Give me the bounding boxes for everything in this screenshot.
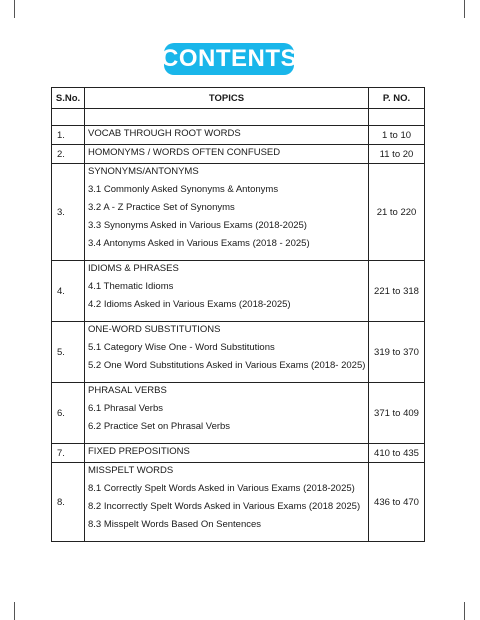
crop-mark [14,602,15,620]
topic-heading: HOMONYMS / WORDS OFTEN CONFUSED [88,147,281,158]
row-pages: 410 to 435 [369,444,425,463]
crop-mark [464,602,465,620]
row-topics [85,145,369,164]
subtopic-item: 5.1 Category Wise One - Word Substitutions [88,342,275,353]
table-row [52,383,425,444]
row-pages: 319 to 370 [369,322,425,383]
row-pages: 436 to 470 [369,463,425,542]
topic-heading: VOCAB THROUGH ROOT WORDS [88,128,241,139]
subtopic-item: 8.2 Incorrectly Spelt Words Asked in Various Exams (2018 2025) [88,501,361,512]
row-sno: 2. [52,145,85,164]
row-pages: 371 to 409 [369,383,425,444]
table-row [52,164,425,261]
row-pages: 21 to 220 [369,164,425,261]
header-pno: P. NO. [369,88,425,109]
row-topics [85,444,369,463]
table-row [52,322,425,383]
row-sno: 5. [52,322,85,383]
subtopic-item: 8.1 Correctly Spelt Words Asked in Various Exams (2018-2025) [88,483,355,494]
row-sno: 4. [52,261,85,322]
row-sno: 6. [52,383,85,444]
page-title: CONTENTS [161,45,297,72]
row-topics [85,164,369,261]
row-topics [85,383,369,444]
header-sno: S.No. [52,88,85,109]
crop-mark [14,0,15,18]
table-row [52,126,425,145]
topic-heading: PHRASAL VERBS [88,385,167,396]
cell-padding [88,254,368,260]
table-row [52,145,425,164]
row-pages: 1 to 10 [369,126,425,145]
table-header-row [52,88,425,109]
row-sno: 8. [52,463,85,542]
row-sno: 3. [52,164,85,261]
cell-padding [88,437,368,443]
row-topics [85,261,369,322]
row-topics [85,126,369,145]
subtopic-item: 8.3 Misspelt Words Based On Sentences [88,519,262,530]
subtopic-item: 3.1 Commonly Asked Synonyms & Antonyms [88,184,279,195]
subtopic-item: 3.2 A - Z Practice Set of Synonyms [88,202,235,213]
row-topics [85,463,369,542]
table-row [52,463,425,542]
subtopic-item: 6.1 Phrasal Verbs [88,403,163,414]
contents-title-badge [161,43,297,75]
crop-mark [464,0,465,18]
topic-heading: SYNONYMS/ANTONYMS [88,166,199,177]
cell-padding [88,315,368,321]
header-topics: TOPICS [85,88,369,109]
subtopic-item: 3.4 Antonyms Asked in Various Exams (2018 - 2025) [88,238,310,249]
cell-padding [88,535,368,541]
row-pages: 11 to 20 [369,145,425,164]
subtopic-item: 6.2 Practice Set on Phrasal Verbs [88,421,231,432]
table-spacer-row [52,109,425,126]
row-pages: 221 to 318 [369,261,425,322]
cell-padding [88,376,368,382]
subtopic-item: 3.3 Synonyms Asked in Various Exams (2018-2025) [88,220,307,231]
row-sno: 1. [52,126,85,145]
topic-heading: FIXED PREPOSITIONS [88,446,190,457]
row-topics [85,322,369,383]
subtopic-item: 4.1 Thematic Idioms [88,281,174,292]
table-row [52,261,425,322]
topic-heading: MISSPELT WORDS [88,465,174,476]
table-row [52,444,425,463]
contents-table [51,87,425,542]
subtopic-item: 4.2 Idioms Asked in Various Exams (2018-2025) [88,299,291,310]
topic-heading: IDIOMS & PHRASES [88,263,179,274]
row-sno: 7. [52,444,85,463]
subtopic-item: 5.2 One Word Substitutions Asked in Various Exams (2018- 2025) [88,360,366,371]
topic-heading: ONE-WORD SUBSTITUTIONS [88,324,221,335]
